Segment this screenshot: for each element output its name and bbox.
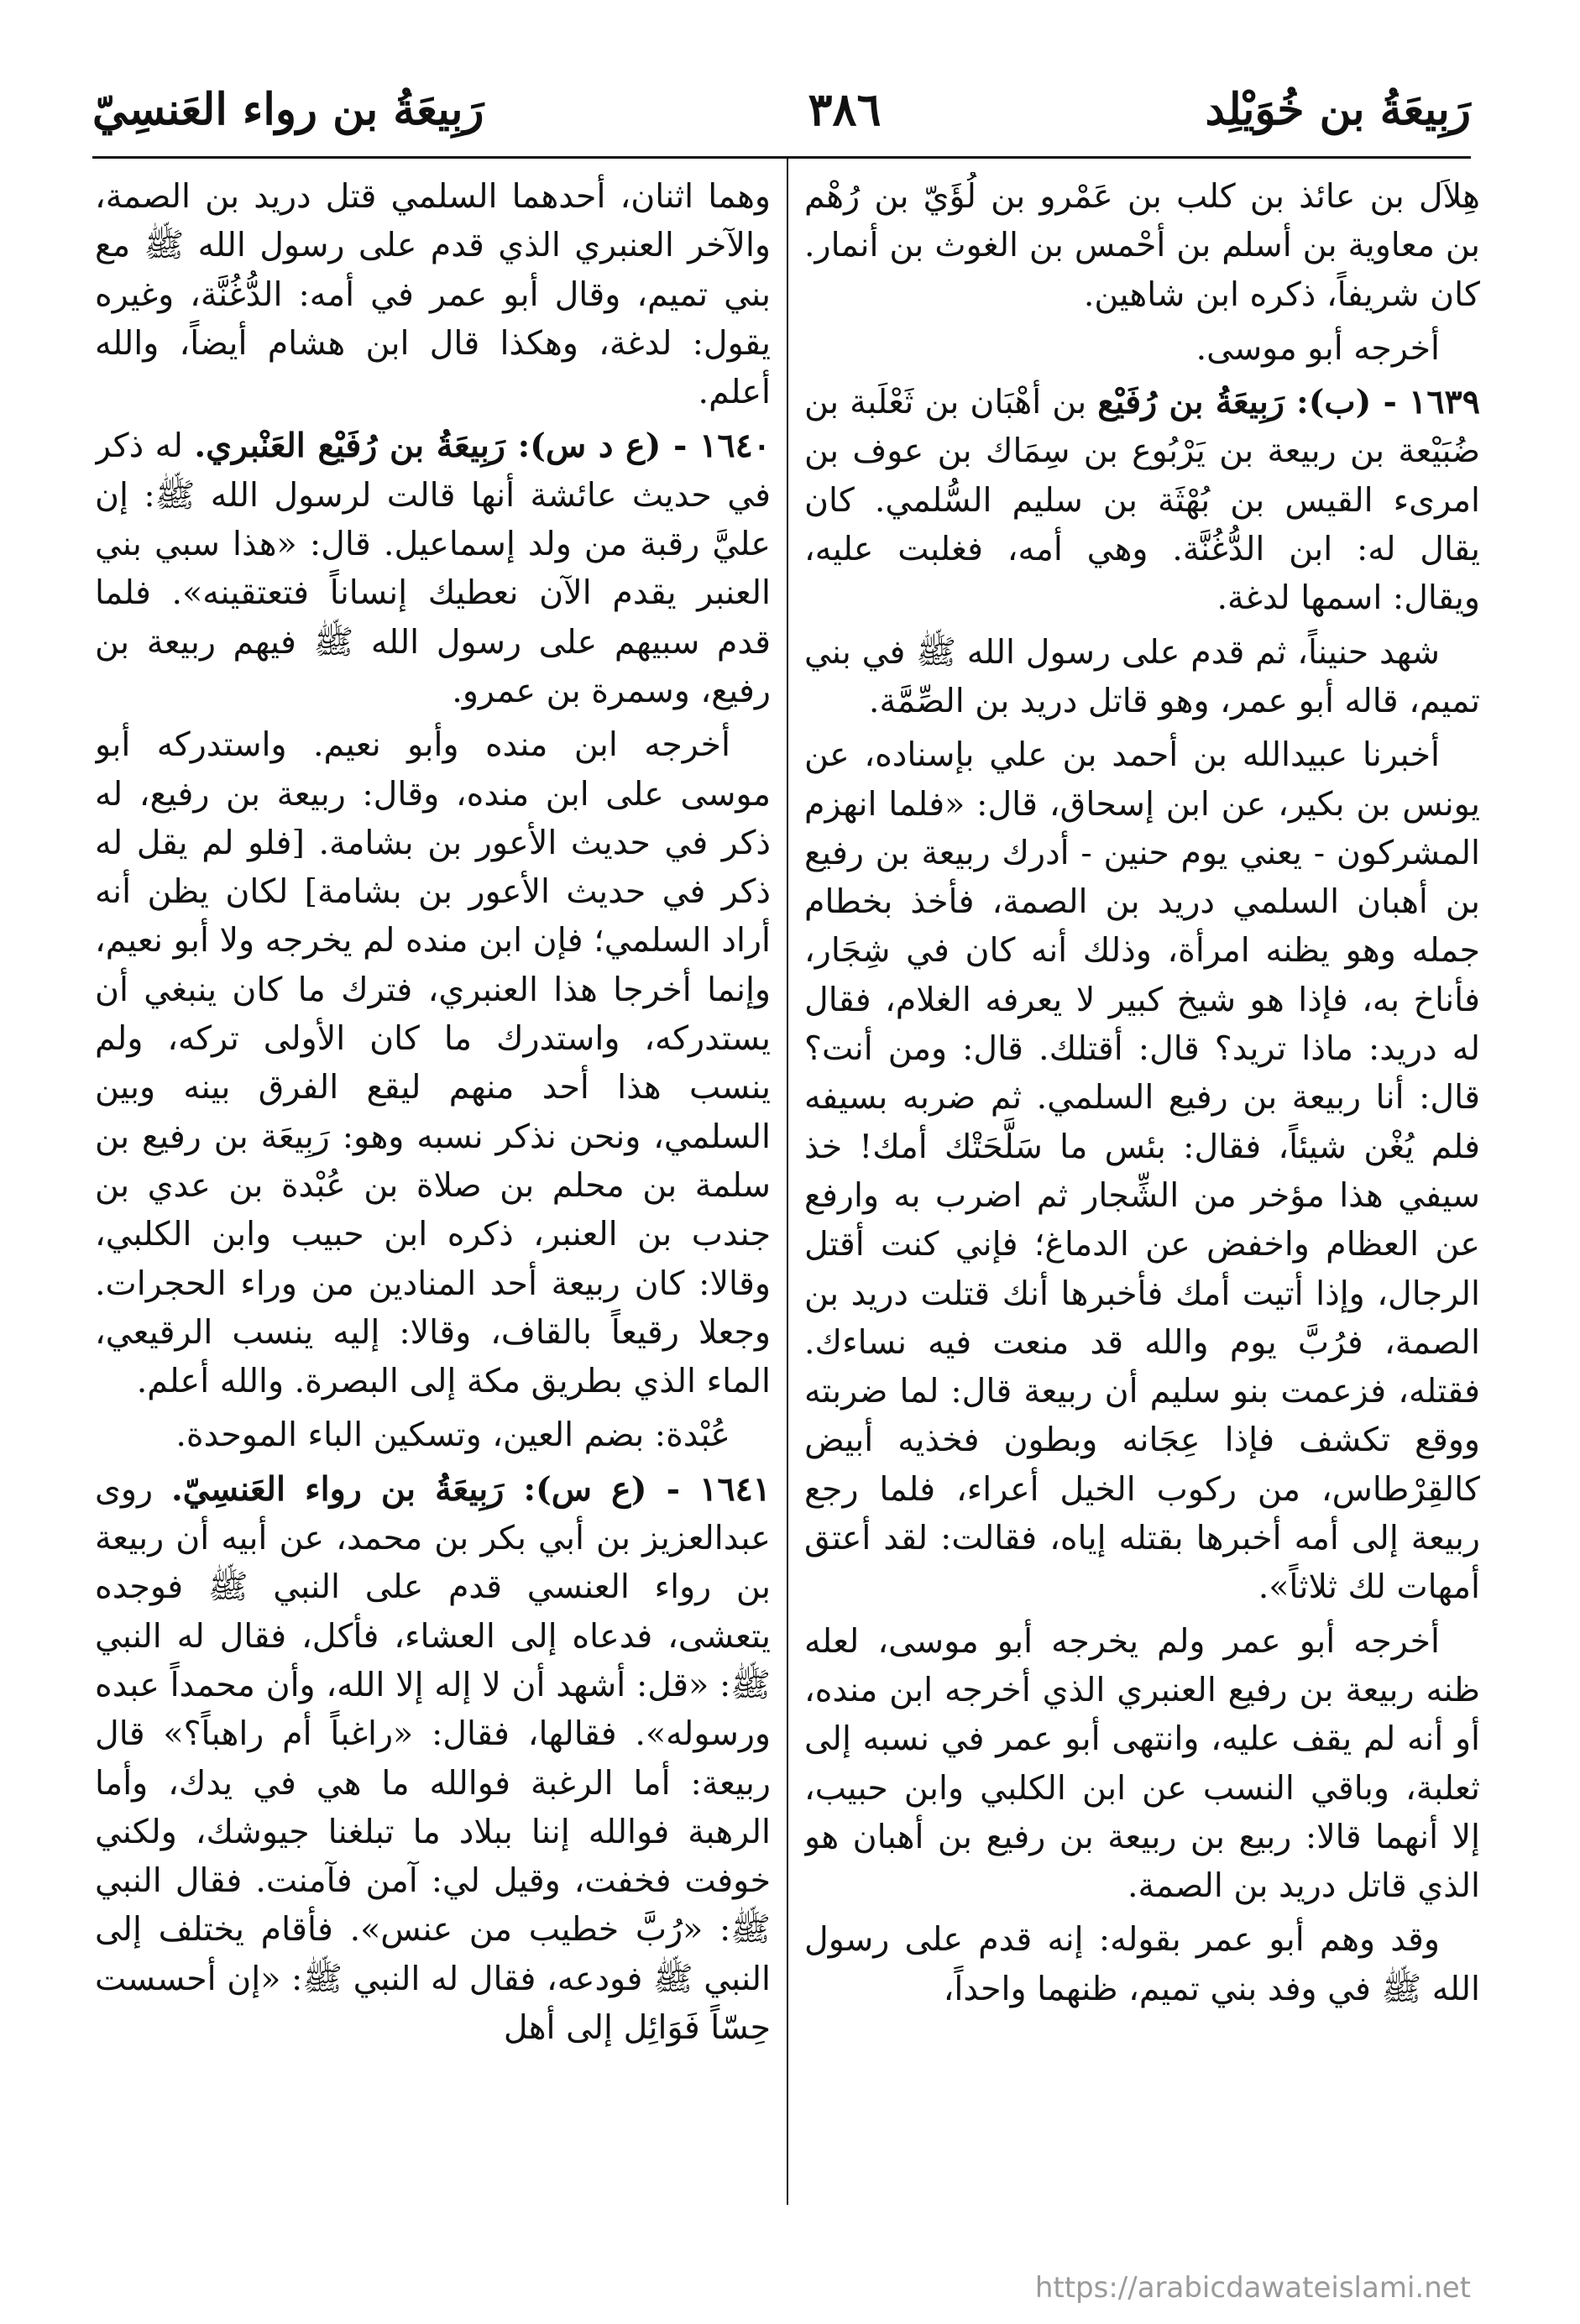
entry-heading: ١٦٣٩ - (ب): رَبِيعَةُ بن رُفَيْع <box>1097 383 1480 422</box>
paragraph <box>804 730 1480 1611</box>
entry-heading: ١٦٤١ - (ع س): رَبِيعَةُ بن رواء العَنسِيّ. <box>171 1469 771 1509</box>
paragraph-text: بن أهْبَان بن ثَعْلَبة بن ضُبَيْعة بن ربيعة بن يَرْبُوع بن سِمَاك بن عوف بن امرىء القيس بن بُهْثَة بن سليم السُّلمي. كان يقال له: ابن الدُّغُنَّة. وهي أمه، فغلبت عليه، ويقال: اسمها لدغة. <box>804 383 1480 618</box>
paragraph-text: أخرجه ابن منده وأبو نعيم. واستدركه أبو موسى على ابن منده، وقال: ربيعة بن رفيع، له ذكر في حديث الأعور بن بشامة. [فلو لم يقل له ذكر في حديث الأعور بن بشامة] لكان يظن أنه أراد السلمي؛ فإن ابن منده لم يخرجه ولا أبو نعيم، وإنما أخرجا هذا العنبري، فترك ما كان ينبغي أن يستدركه، واستدرك ما كان الأولى تركه، ولم ينسب هذا أحد منهم ليقع الفرق بينه وبين السلمي، ونحن نذكر نسبه وهو: رَبِيعَة بن رفيع بن سلمة بن محلم بن صلاة بن عُبْدة بن عدي بن جندب بن العنبر، ذكره ابن حبيب وابن الكلبي، وقالا: كان ربيعة أحد المنادين من وراء الحجرات. وجعلا رقيعاً بالقاف، وقالا: إليه ينسب الرقيعي، الماء الذي بطريق مكة إلى البصرة. والله أعلم. <box>95 725 771 1401</box>
paragraph <box>95 172 771 416</box>
paragraph-text: أخرجه أبو موسى. <box>1195 328 1440 368</box>
paragraph-text: وقد وهم أبو عمر بقوله: إنه قدم على رسول الله ﷺ في وفد بني تميم، ظنهما واحداً، <box>804 1920 1480 2008</box>
page-header <box>92 71 1471 147</box>
paragraph-text: وهما اثنان، أحدهما السلمي قتل دريد بن الصمة، والآخر العنبري الذي قدم على رسول الله ﷺ مع بني تميم، وقال أبو عمر في أمه: الدُّغُنَّة، وغيره يقول: لدغة، وهكذا قال ابن هشام أيضاً، والله أعلم. <box>95 177 771 412</box>
watermark-url[interactable]: https://arabicdawateislami.net <box>1034 2271 1471 2305</box>
right-column <box>804 172 1480 2204</box>
paragraph <box>804 324 1480 373</box>
paragraph <box>804 378 1480 622</box>
paragraph-text: أخرجه أبو عمر ولم يخرجه أبو موسى، لعله ظنه ربيعة بن رفيع العنبري الذي أخرجه ابن منده، أو أنه لم يقف عليه، وانتهى أبو عمر في نسبه إلى ثعلبة، وباقي النسب عن ابن الكلبي وابن حبيب، إلا أنهما قالا: ربيع بن ربيعة بن رفيع بن أهبان هو الذي قاتل دريد بن الصمة. <box>804 1621 1480 1906</box>
column-divider <box>787 156 788 2205</box>
paragraph-text: له ذكر في حديث عائشة أنها قالت لرسول الله ﷺ: إن عليَّ رقبة من ولد إسماعيل. قال: «هذا سبي بني العنبر يقدم الآن نعطيك إنساناً فتعتقينه». فلما قدم سبيهم على رسول الله ﷺ فيهم ربيعة بن رفيع، وسمرة بن عمرو. <box>95 427 771 710</box>
paragraph <box>95 1465 771 2053</box>
left-column <box>95 172 771 2204</box>
paragraph-text: روى عبدالعزيز بن أبي بكر بن محمد، عن أبيه أن ربيعة بن رواء العنسي قدم على النبي ﷺ فوجده يتعشى، فدعاه إلى العشاء، فأكل، فقال له النبي ﷺ: «قل: أشهد أن لا إله إلا الله، وأن محمداً عبده ورسوله». فقالها، فقال: «راغباً أم راهباً؟» قال ربيعة: أما الرغبة فوالله ما هي في يدك، وأما الرهبة فوالله إننا ببلاد ما تبلغنا جيوشك، ولكني خوفت فخفت، وقيل لي: آمن فآمنت. فقال النبي ﷺ: «رُبَّ خطيب من عنس». فأقام يختلف إلى النبي ﷺ فودعه، فقال له النبي ﷺ: «إن أحسست حِسّاً فَوَائِل إلى أهل <box>95 1469 771 2047</box>
paragraph <box>95 1411 771 1459</box>
page-number: ٣٨٦ <box>808 82 882 136</box>
paragraph <box>804 1915 1480 2013</box>
paragraph-text: هِلاَل بن عائذ بن كلب بن عَمْرو بن لُؤَيّ بن رُهْم بن معاوية بن أسلم بن أحْمس بن الغوث بن أنمار. كان شريفاً، ذكره ابن شاهين. <box>804 177 1480 314</box>
paragraph <box>95 421 771 715</box>
paragraph <box>804 628 1480 726</box>
header-rule <box>92 156 1471 159</box>
running-title-left: رَبِيعَةُ بن رواء العَنسِيّ <box>92 83 484 135</box>
paragraph-text: أخبرنا عبيدالله بن أحمد بن علي بإسناده، عن يونس بن بكير، عن ابن إسحاق، قال: «فلما انهزم المشركون - يعني يوم حنين - أدرك ربيعة بن رفيع بن أهبان السلمي دريد بن الصمة، فأخذ بخطام جمله وهو يظنه امرأة، وذلك أنه كان في شِجَار، فأناخ به، فإذا هو شيخ كبير لا يعرفه الغلام، فقال له دريد: ماذا تريد؟ قال: أقتلك. قال: ومن أنت؟ قال: أنا ربيعة بن رفيع السلمي. ثم ضربه بسيفه فلم يُغْن شيئاً، فقال: بئس ما سَلَّحَتْك أمك! خذ سيفي هذا مؤخر من الشِّجار ثم اضرب به وارفع عن العظام واخفض عن الدماغ؛ فإني كنت أقتل الرجال، وإذا أتيت أمك فأخبرها أنك قتلت دريد بن الصمة، فرُبَّ يوم والله قد منعت فيه نساءك. فقتله، فزعمت بنو سليم أن ربيعة قال: لما ضربته ووقع تكشف فإذا عِجَانه وبطون فخذيه أبيض كالقِرْطاس، من ركوب الخيل أعراء، فلما رجع ربيعة إلى أمه أخبرها بقتله إياه، فقالت: لقد أعتق أمهات لك ثلاثاً». <box>804 735 1480 1607</box>
paragraph <box>95 720 771 1405</box>
paragraph <box>804 1617 1480 1911</box>
paragraph-text: عُبْدة: بضم العين، وتسكين الباء الموحدة. <box>175 1416 730 1455</box>
paragraph <box>804 172 1480 319</box>
running-title-right: رَبِيعَةُ بن خُوَيْلِد <box>1205 83 1471 135</box>
paragraph-text: شهد حنيناً، ثم قدم على رسول الله ﷺ في بني تميم، قاله أبو عمر، وهو قاتل دريد بن الصِّمَّة. <box>804 632 1480 720</box>
entry-heading: ١٦٤٠ - (ع د س): رَبِيعَةُ بن رُفَيْع العَنْبري. <box>194 427 771 466</box>
